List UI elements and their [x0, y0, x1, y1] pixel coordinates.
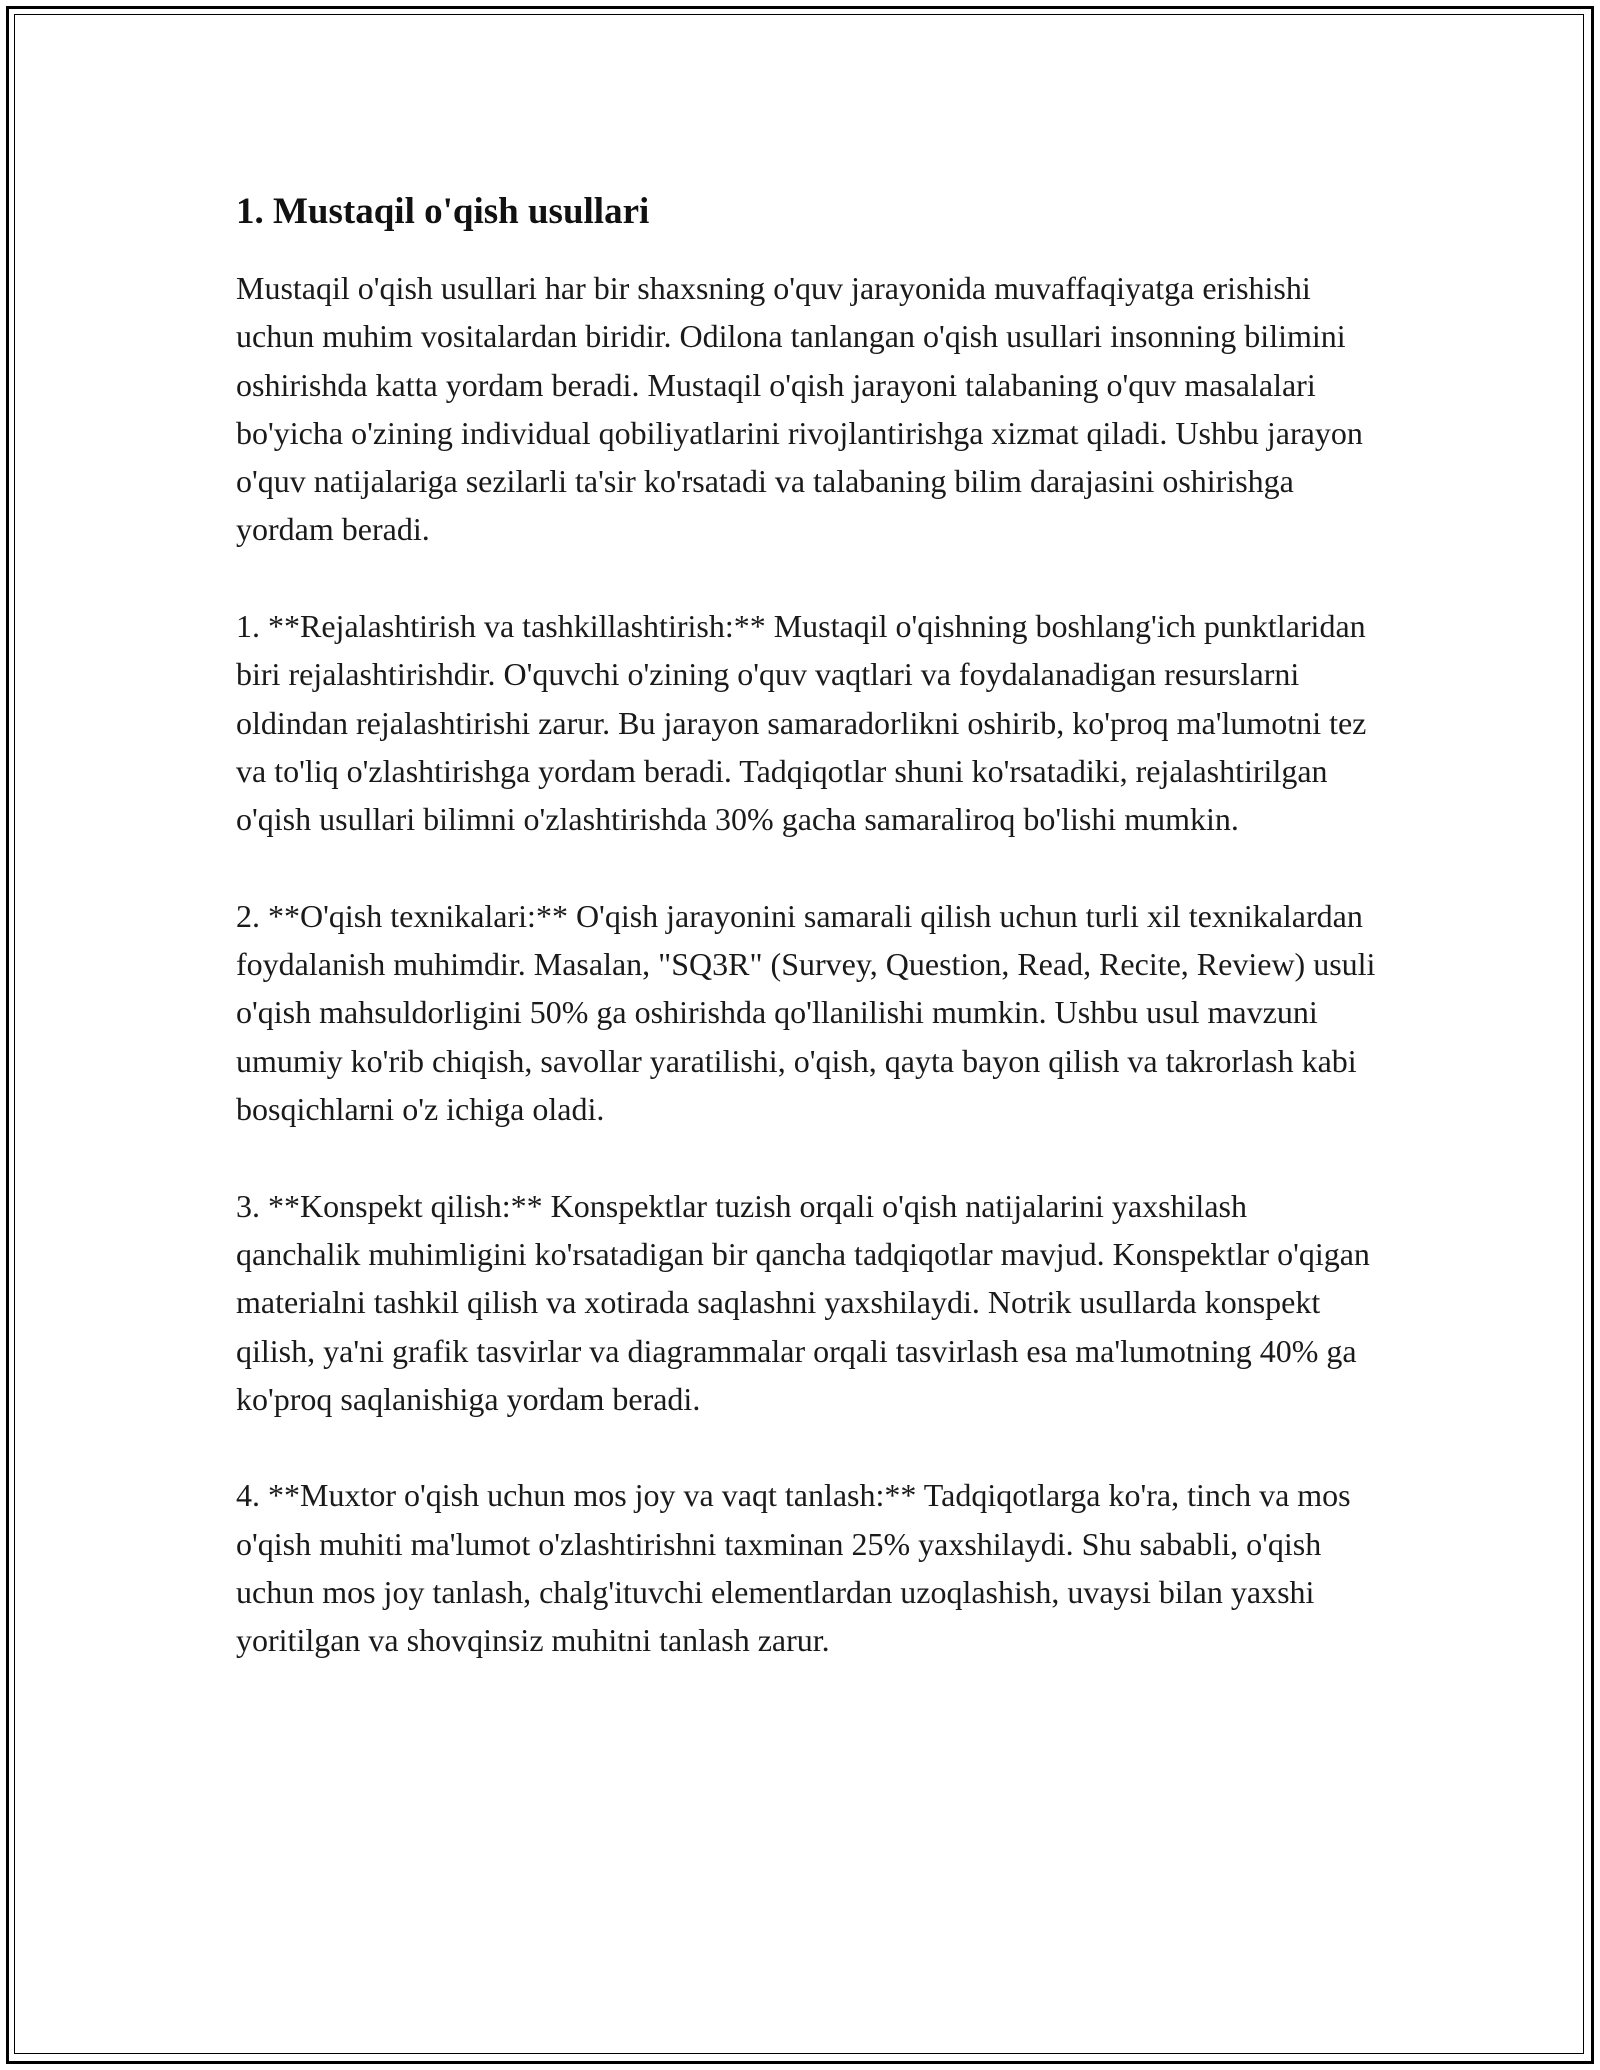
page-title: 1. Mustaqil o'qish usullari [236, 191, 650, 232]
paragraph-note-taking: 3. **Konspekt qilish:** Konspektlar tuzish orqali o'qish natijalarini yaxshilash qanchalik muhimligini ko'rsatadigan bir qancha tadqiqotlar mavjud. Konspektlar o'qigan materialni tashkil qilish va xotirada saqlashni yaxshilaydi. Notrik usullarda konspekt qilish, ya'ni grafik tasvirlar va diagrammalar orqali tasvirlash esa ma'lumotning 40% ga ko'proq saqlanishiga yordam beradi. [236, 1187, 1370, 1417]
intro-paragraph: Mustaqil o'qish usullari har bir shaxsning o'quv jarayonida muvaffaqiyatga erishishi uchun muhim vositalardan biridir. Odilona tanlangan o'qish usullari insonning bilimini oshirishda katta yordam beradi. Mustaqil o'qish jarayoni talabaning o'quv masalalari bo'yicha o'zining individual qobiliyatlarini rivojlantirishga xizmat qiladi. Ushbu jarayon o'quv natijalariga sezilarli ta'sir ko'rsatadi va talabaning bilim darajasini oshirishga yordam beradi. [236, 270, 1363, 548]
document-body [236, 188, 1376, 1713]
paragraph-planning: 1. **Rejalashtirish va tashkillashtirish:** Mustaqil o'qishning boshlang'ich punktlaridan biri rejalashtirishdir. O'quvchi o'zining o'quv vaqtlari va foydalanadigan resurslarni oldindan rejalashtirishi zarur. Bu jarayon samaradorlikni oshirib, ko'proq ma'lumotni tez va to'liq o'zlashtirishga yordam beradi. Tadqiqotlar shuni ko'rsatadiki, rejalashtirilgan o'qish usullari bilimni o'zlashtirishda 30% gacha samaraliroq bo'lishi mumkin. [236, 608, 1367, 838]
paragraph-place-and-time: 4. **Muxtor o'qish uchun mos joy va vaqt tanlash:** Tadqiqotlarga ko'ra, tinch va mos o'qish muhiti ma'lumot o'zlashtirishni taxminan 25% yaxshilaydi. Shu sababli, o'qish uchun mos joy tanlash, chalg'ituvchi elementlardan uzoqlashish, uvaysi bilan yaxshi yoritilgan va shovqinsiz muhitni tanlash zarur. [236, 1477, 1351, 1659]
paragraph-reading-techniques: 2. **O'qish texnikalari:** O'qish jarayonini samarali qilish uchun turli xil texnikalardan foydalanish muhimdir. Masalan, "SQ3R" (Survey, Question, Read, Recite, Review) usuli o'qish mahsuldorligini 50% ga oshirishda qo'llanilishi mumkin. Ushbu usul mavzuni umumiy ko'rib chiqish, savollar yaratilishi, o'qish, qayta bayon qilish va takrorlash kabi bosqichlarni o'z ichiga oladi. [236, 897, 1376, 1128]
